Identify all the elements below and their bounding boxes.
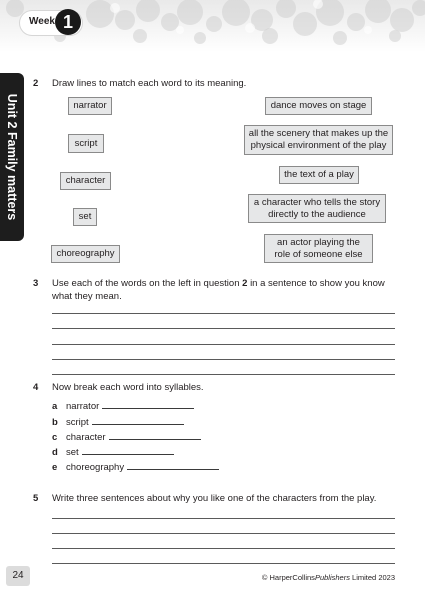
question-number: 5	[33, 493, 39, 504]
question-number: 2	[33, 78, 39, 89]
answer-line[interactable]	[52, 344, 395, 345]
week-label: Week	[29, 16, 55, 27]
copyright-publishers: Publishers	[314, 573, 350, 582]
answer-line[interactable]	[52, 548, 395, 549]
meaning-box-dance[interactable]: dance moves on stage	[265, 97, 372, 115]
item-letter: a	[52, 401, 58, 412]
answer-line[interactable]	[82, 445, 174, 455]
meaning-box-text[interactable]: the text of a play	[279, 166, 359, 184]
syllable-item-c	[52, 430, 201, 443]
question-number: 4	[33, 382, 39, 393]
meaning-box-storyteller[interactable]: a character who tells the story directly to the audience	[248, 194, 386, 223]
item-letter: c	[52, 432, 58, 443]
question-instruction: Write three sentences about why you like one of the characters from the play.	[52, 493, 377, 504]
instruction-text: Use each of the words on the left in question	[52, 278, 240, 289]
instruction-bold-number: 2	[242, 278, 248, 289]
question-instruction	[52, 278, 397, 303]
question-instruction: Draw lines to match each word to its meaning.	[52, 78, 247, 89]
item-word: choreography	[66, 462, 125, 473]
answer-line[interactable]	[102, 399, 194, 409]
week-badge	[20, 11, 82, 35]
answer-line[interactable]	[52, 359, 395, 360]
week-number: 1	[55, 9, 81, 35]
item-letter: b	[52, 417, 58, 428]
copyright-notice	[262, 573, 395, 582]
item-word: narrator	[66, 401, 100, 412]
word-box-set[interactable]: set	[73, 208, 97, 226]
answer-line[interactable]	[127, 460, 219, 470]
word-box-choreography[interactable]: choreography	[51, 245, 120, 263]
question-instruction: Now break each word into syllables.	[52, 382, 204, 393]
syllable-item-b	[52, 415, 184, 428]
word-box-narrator[interactable]: narrator	[68, 97, 112, 115]
answer-line[interactable]	[52, 313, 395, 314]
syllable-item-e	[52, 460, 219, 473]
copyright-suffix: Limited 2023	[349, 573, 395, 582]
answer-line[interactable]	[52, 328, 395, 329]
answer-line[interactable]	[109, 430, 201, 440]
answer-line[interactable]	[52, 533, 395, 534]
question-number: 3	[33, 278, 39, 289]
item-letter: e	[52, 462, 58, 473]
meaning-box-actor[interactable]: an actor playing the role of someone else	[264, 234, 373, 263]
answer-line[interactable]	[92, 415, 184, 425]
syllable-item-d	[52, 445, 174, 458]
unit-title: Unit 2 Family matters	[5, 93, 19, 221]
page-number: 24	[6, 566, 30, 586]
item-word: set	[66, 447, 79, 458]
meaning-box-scenery[interactable]: all the scenery that makes up the physical environment of the play	[244, 125, 393, 155]
answer-line[interactable]	[52, 374, 395, 375]
word-box-script[interactable]: script	[68, 134, 104, 153]
answer-line[interactable]	[52, 563, 395, 564]
item-letter: d	[52, 447, 58, 458]
item-word: character	[66, 432, 106, 443]
answer-line[interactable]	[52, 518, 395, 519]
item-word: script	[66, 417, 89, 428]
copyright-prefix: © HarperCollins	[261, 573, 315, 582]
word-box-character[interactable]: character	[60, 172, 111, 190]
instruction-text: in a sentence to show you know what they mean.	[52, 278, 385, 302]
syllable-item-a	[52, 399, 194, 412]
